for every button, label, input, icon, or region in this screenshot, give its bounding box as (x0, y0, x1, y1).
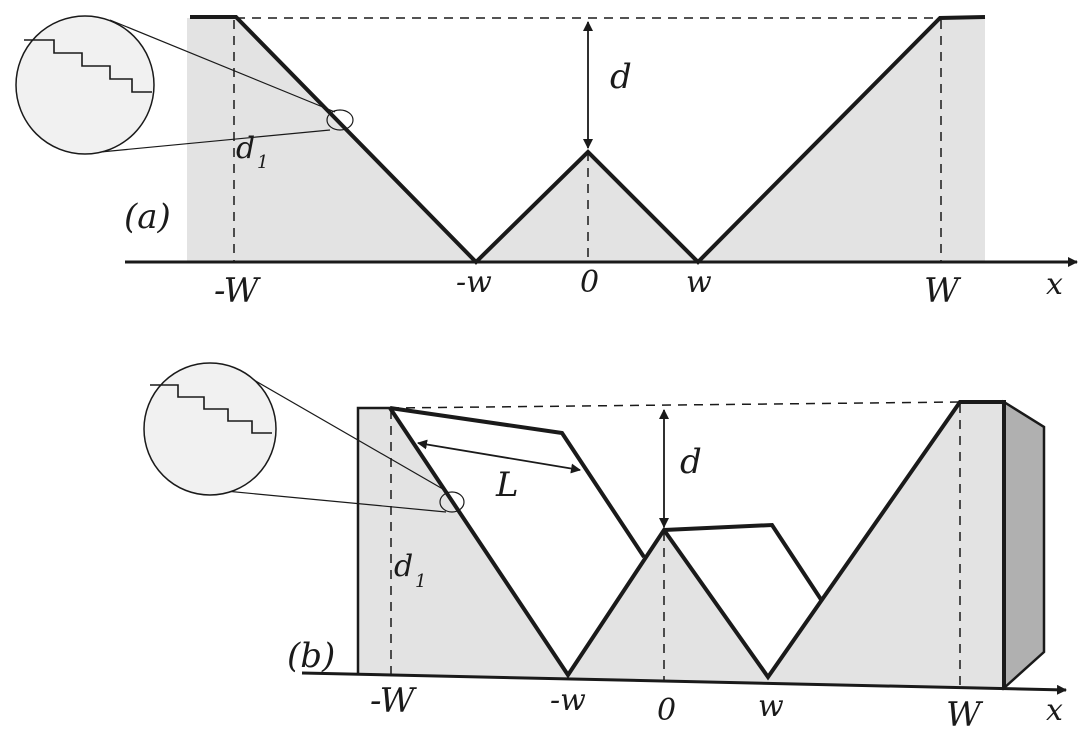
panel-a-label-neg-w: -w (456, 265, 492, 300)
panel-b-label-L: L (496, 465, 519, 505)
panel-b-label-neg-W: -W (370, 681, 415, 721)
panel-b-label-W: W (946, 695, 981, 735)
panel-a-label-d1: d (236, 131, 256, 166)
panel-b-side-face (1004, 402, 1044, 688)
panel-a-label-d: d (610, 57, 632, 97)
panel-b (144, 363, 1066, 735)
panel-a-label-neg-W: -W (214, 271, 259, 311)
panel-b-label-d1: d (394, 549, 414, 584)
panel-b-label-d: d (680, 442, 702, 482)
panel-b-label-zero: 0 (657, 693, 677, 728)
panel-b-label-d1-sub: 1 (415, 571, 427, 592)
panel-a-profile-fill (187, 18, 985, 262)
panel-b-top-dashed (390, 402, 960, 408)
panel-a-label-d1-sub: 1 (257, 152, 269, 173)
panel-a-label-x: x (1046, 267, 1063, 302)
panel-b-tag: (b) (287, 636, 336, 676)
panel-b-label-neg-w: -w (550, 683, 586, 718)
panel-a-label-W: W (924, 271, 959, 311)
panel-a (16, 16, 1077, 311)
panel-a-magnifier (16, 16, 154, 154)
panel-b-label-w: w (758, 689, 784, 724)
panel-a-label-w: w (686, 265, 712, 300)
panel-a-tag: (a) (124, 197, 171, 237)
panel-b-label-x: x (1046, 693, 1063, 728)
panel-a-label-zero: 0 (580, 265, 600, 300)
panel-b-magnifier (144, 363, 276, 495)
